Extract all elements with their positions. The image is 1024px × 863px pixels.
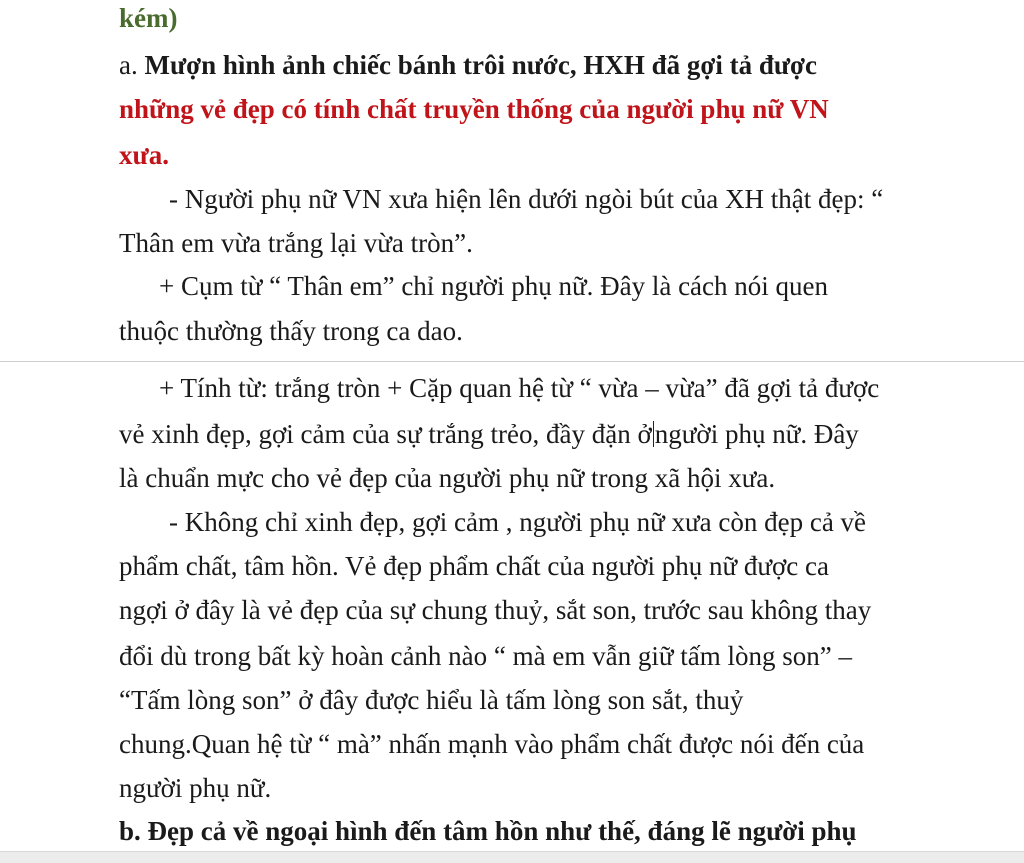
text-cursor bbox=[653, 421, 654, 447]
para3-line1: + Tính từ: trắng tròn + Cặp quan hệ từ “ vừa – vừa” đã gợi tả được bbox=[159, 373, 880, 403]
para4-line1: - Không chỉ xinh đẹp, gợi cảm , người phụ nữ xưa còn đẹp cả về bbox=[169, 507, 867, 537]
para3-line3: là chuẩn mực cho vẻ đẹp của người phụ nữ trong xã hội xưa. bbox=[119, 463, 776, 493]
heading-tail: kém) bbox=[119, 3, 178, 33]
para4-line2: phẩm chất, tâm hồn. Vẻ đẹp phẩm chất của người phụ nữ được ca bbox=[119, 551, 830, 581]
para2-line2: thuộc thường thấy trong ca dao. bbox=[119, 316, 463, 346]
section-a-title: Mượn hình ảnh chiếc bánh trôi nước, HXH đã gợi tả được bbox=[144, 50, 817, 80]
section-a-heading-line2: những vẻ đẹp có tính chất truyền thống của người phụ nữ VN bbox=[119, 94, 829, 124]
page-divider bbox=[0, 361, 1024, 362]
para1-line2: Thân em vừa trắng lại vừa tròn”. bbox=[119, 228, 473, 258]
para3-line2 bbox=[119, 418, 859, 450]
para3-line2-start: vẻ xinh đẹp, gợi cảm của sự trắng trẻo, đầy đặn ở bbox=[119, 419, 652, 449]
para1-line1: - Người phụ nữ VN xưa hiện lên dưới ngòi bút của XH thật đẹp: “ bbox=[169, 184, 884, 214]
para2-line1: + Cụm từ “ Thân em” chỉ người phụ nữ. Đây là cách nói quen bbox=[159, 271, 829, 301]
section-a-prefix: a. bbox=[119, 50, 145, 80]
section-b-heading: b. Đẹp cả về ngoại hình đến tâm hồn như thế, đáng lẽ người phụ bbox=[119, 816, 857, 846]
section-a-heading-line1 bbox=[119, 49, 817, 81]
section-a-heading-line3: xưa. bbox=[119, 140, 169, 170]
para4-line6: chung.Quan hệ từ “ mà” nhấn mạnh vào phẩm chất được nói đến của bbox=[119, 729, 865, 759]
para4-line7: người phụ nữ. bbox=[119, 773, 272, 803]
bottom-scroll-area[interactable] bbox=[0, 851, 1024, 863]
para4-line5: “Tấm lòng son” ở đây được hiểu là tấm lòng son sắt, thuỷ bbox=[119, 685, 744, 715]
para3-line2-end: người phụ nữ. Đây bbox=[654, 419, 859, 449]
para4-line4: đổi dù trong bất kỳ hoàn cảnh nào “ mà em vẫn giữ tấm lòng son” – bbox=[119, 641, 852, 671]
para4-line3: ngợi ở đây là vẻ đẹp của sự chung thuỷ, sắt son, trước sau không thay bbox=[119, 595, 872, 625]
